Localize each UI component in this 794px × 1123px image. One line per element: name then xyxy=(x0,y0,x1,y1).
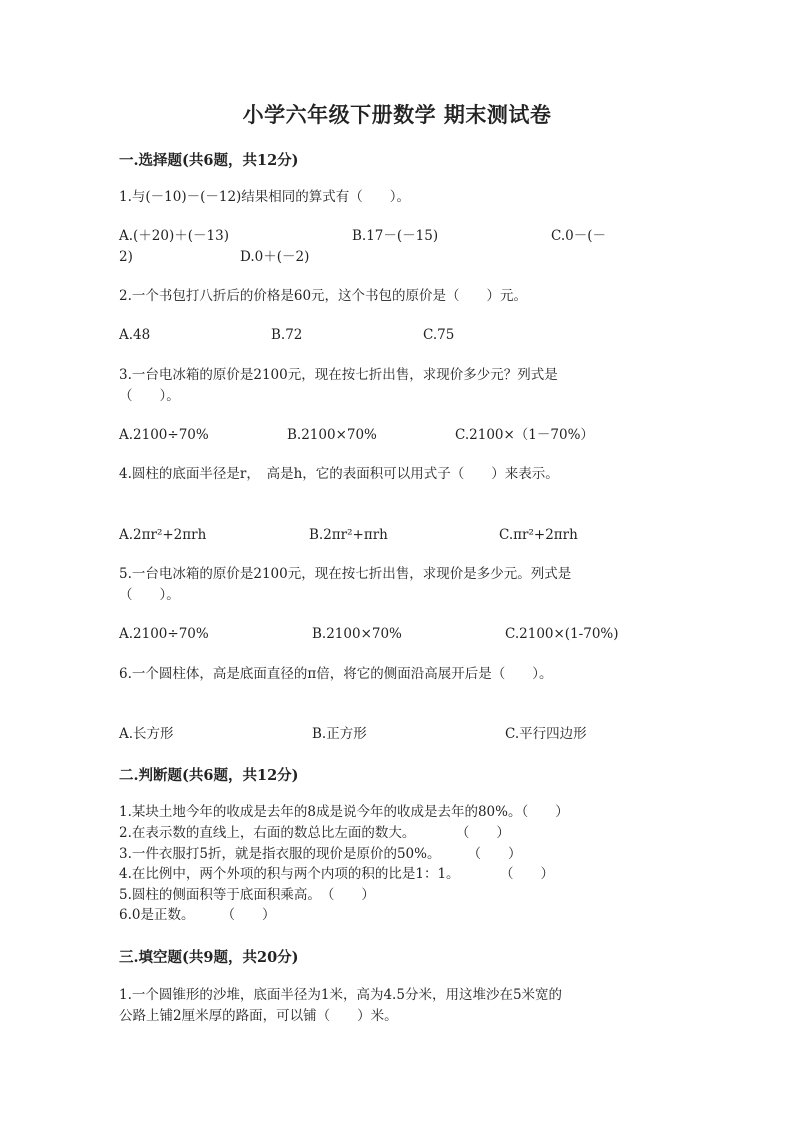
choice-4-option-b: B.2πr²+πrh xyxy=(309,527,388,543)
choice-question-3-line1: 3.一台电冰箱的原价是2100元，现在按七折出售，求现价多少元？列式是 xyxy=(119,367,558,383)
section-heading-fill: 三.填空题(共9题，共20分) xyxy=(119,949,299,966)
choice-3-option-a: A.2100÷70% xyxy=(119,427,209,443)
choice-question-1: 1.与(－10)－(－12)结果相同的算式有（ ）。 xyxy=(119,189,411,205)
choice-5-option-c: C.2100×(1-70%) xyxy=(505,626,619,642)
choice-4-option-c: C.πr²+2πrh xyxy=(499,527,578,543)
judge-item-4: 4.在比例中，两个外项的积与两个内项的积的比是1：1。 （ ） xyxy=(119,866,555,882)
fill-question-1-line2: 公路上铺2厘米厚的路面，可以铺（ ）米。 xyxy=(119,1008,398,1024)
choice-6-option-a: A.长方形 xyxy=(119,726,174,742)
choice-2-option-b: B.72 xyxy=(271,327,303,343)
choice-6-option-c: C.平行四边形 xyxy=(505,726,587,742)
choice-question-5-line2: （ ）。 xyxy=(119,587,180,603)
choice-1-option-c: C.0－(－ xyxy=(551,228,606,244)
section-heading-choice: 一.选择题(共6题，共12分) xyxy=(119,152,299,169)
fill-question-1-line1: 1.一个圆锥形的沙堆，底面半径为1米，高为4.5分米，用这堆沙在5米宽的 xyxy=(119,987,563,1003)
choice-1-option-a: A.(＋20)＋(－13) xyxy=(119,228,229,244)
choice-question-4: 4.圆柱的底面半径是r， 高是h，它的表面积可以用式子（ ）来表示。 xyxy=(119,466,559,482)
choice-3-option-c: C.2100×（1－70%） xyxy=(455,427,594,443)
choice-5-option-a: A.2100÷70% xyxy=(119,626,209,642)
choice-6-option-b: B.正方形 xyxy=(312,726,367,742)
choice-2-option-a: A.48 xyxy=(119,327,151,343)
choice-question-5-line1: 5.一台电冰箱的原价是2100元，现在按七折出售，求现价是多少元。列式是 xyxy=(119,566,572,582)
judge-item-6: 6.0是正数。 （ ） xyxy=(119,907,276,923)
choice-question-2: 2.一个书包打八折后的价格是60元，这个书包的原价是（ ）元。 xyxy=(119,288,528,304)
judge-item-1: 1.某块土地今年的收成是去年的8成是说今年的收成是去年的80%。（ ） xyxy=(119,804,569,820)
choice-3-option-b: B.2100×70% xyxy=(287,427,377,443)
section-heading-judge: 二.判断题(共6题，共12分) xyxy=(119,767,299,784)
choice-question-3-line2: （ ）。 xyxy=(119,388,180,404)
judge-item-2: 2.在表示数的直线上，右面的数总比左面的数大。 （ ） xyxy=(119,825,510,841)
choice-1-option-b: B.17－(－15) xyxy=(352,228,439,244)
choice-4-option-a: A.2πr²+2πrh xyxy=(119,527,207,543)
choice-2-option-c: C.75 xyxy=(423,327,455,343)
choice-1-option-c-cont: 2) xyxy=(119,249,133,265)
judge-item-3: 3.一件衣服打5折，就是指衣服的现价是原价的50%。 （ ） xyxy=(119,846,522,862)
choice-question-6: 6.一个圆柱体，高是底面直径的π倍，将它的侧面沿高展开后是（ ）。 xyxy=(119,666,553,682)
page-title: 小学六年级下册数学 期末测试卷 xyxy=(242,102,552,127)
judge-item-5: 5.圆柱的侧面积等于底面积乘高。 （ ） xyxy=(119,887,375,903)
choice-1-option-d: D.0＋(－2) xyxy=(240,249,310,265)
choice-5-option-b: B.2100×70% xyxy=(312,626,402,642)
